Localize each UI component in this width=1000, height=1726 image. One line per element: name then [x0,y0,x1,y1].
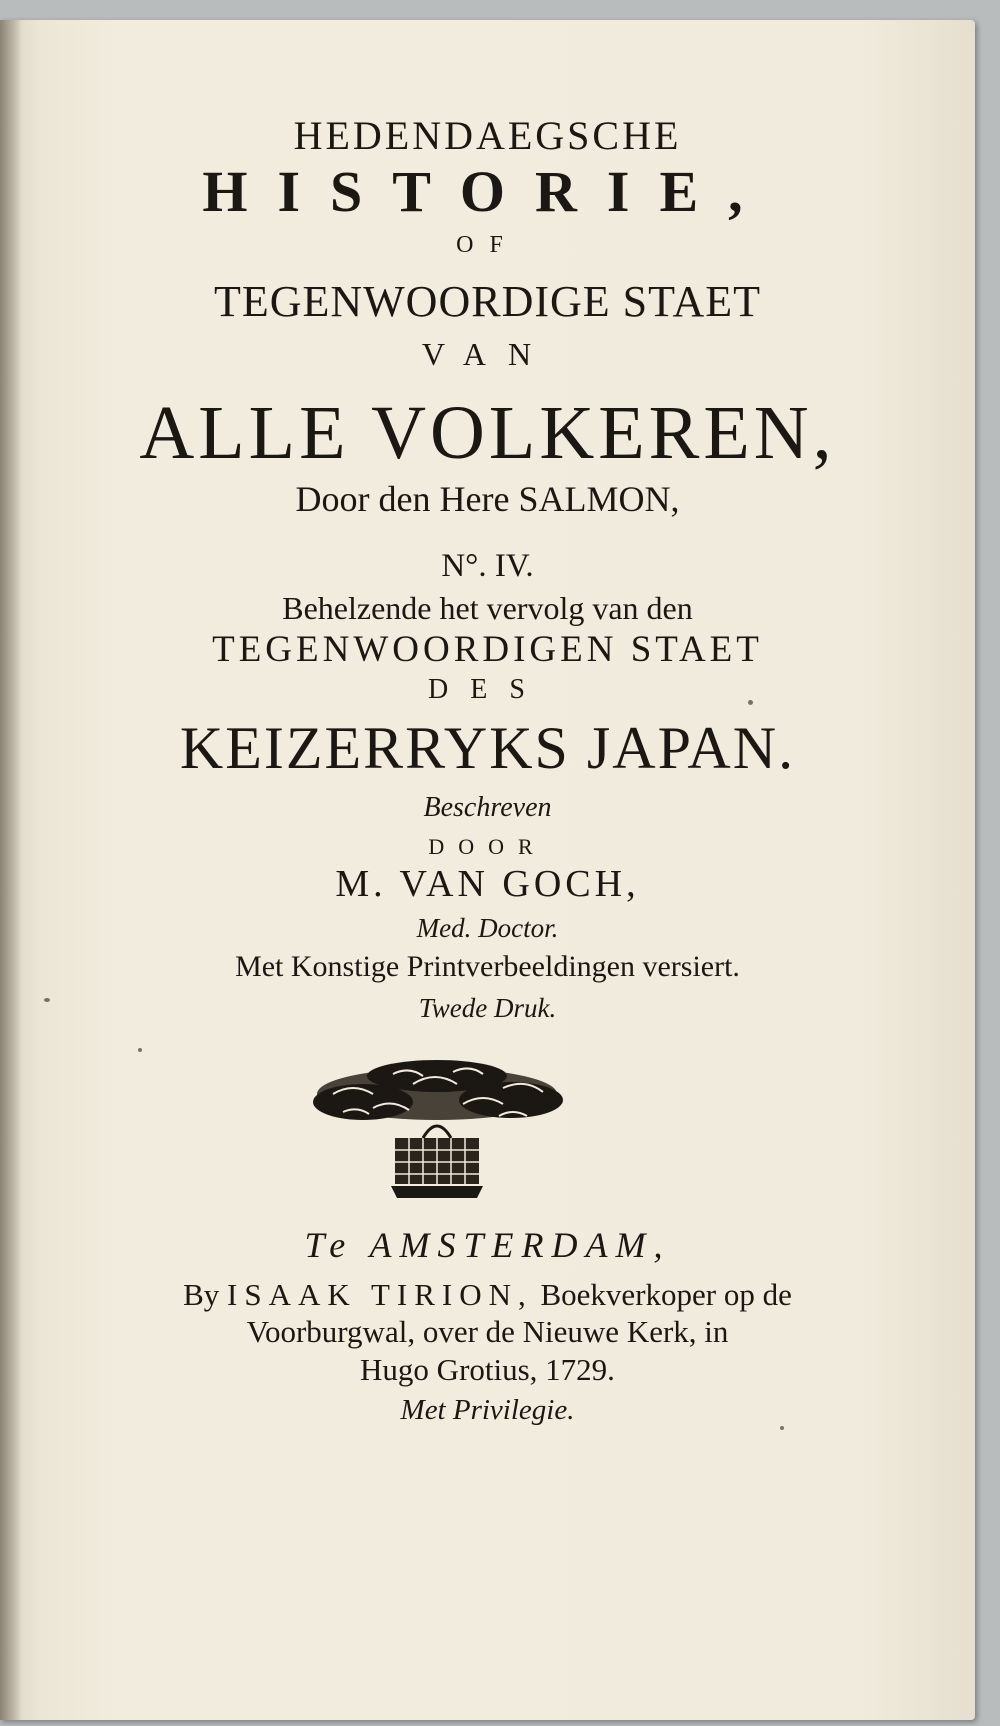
beschreven-line: Beschreven [423,792,552,823]
subtitle-keizerryks-japan: KEIZERRYKS JAPAN. [179,715,796,781]
title-line-alle-volkeren: ALLE VOLKEREN, [139,391,836,475]
author-van-goch: M. VAN GOCH, [335,863,640,905]
volume-number: N°. IV. [441,548,534,584]
privilege-line: Met Privilegie. [400,1394,575,1426]
title-line-historie: HISTORIE, [202,159,773,224]
imprint-place: Te AMSTERDAM, [304,1225,671,1265]
imprint-line-1-rest: Boekverkoper op de [540,1277,792,1312]
illustrations-note: Met Konstige Printverbeeldingen versiert. [235,950,740,983]
title-line-tegenwoordige-staet: TEGENWOORDIGE STAET [213,277,762,326]
edition-note: Twede Druk. [418,993,557,1023]
flower-basket-ornament-icon [303,1054,571,1200]
paper-speck [748,700,753,705]
paper-speck [780,1426,784,1430]
author-credential: Med. Doctor. [416,913,559,943]
subtitle-behelzende: Behelzende het vervolg van den [282,590,693,626]
subtitle-des: DES [428,674,547,705]
paper-speck [44,998,50,1002]
paper-speck [138,1048,142,1052]
imprint-line-1 [0,1277,975,1313]
imprint-printer: ISAAK TIRION, [227,1277,533,1312]
imprint-by: By [183,1277,220,1312]
title-line-of: OF [456,232,519,258]
subtitle-tegenwoordigen-staet: TEGENWOORDIGEN STAET [212,629,763,670]
author-line-salmon: Door den Here SALMON, [295,479,680,519]
imprint-line-3: Hugo Grotius, 1729. [360,1352,615,1387]
title-line-van: VAN [421,336,554,372]
title-line-hedendaegsche: HEDENDAEGSCHE [293,113,682,158]
door-line: DOOR [428,834,547,859]
imprint-line-2: Voorburgwal, over de Nieuwe Kerk, in [246,1314,729,1349]
